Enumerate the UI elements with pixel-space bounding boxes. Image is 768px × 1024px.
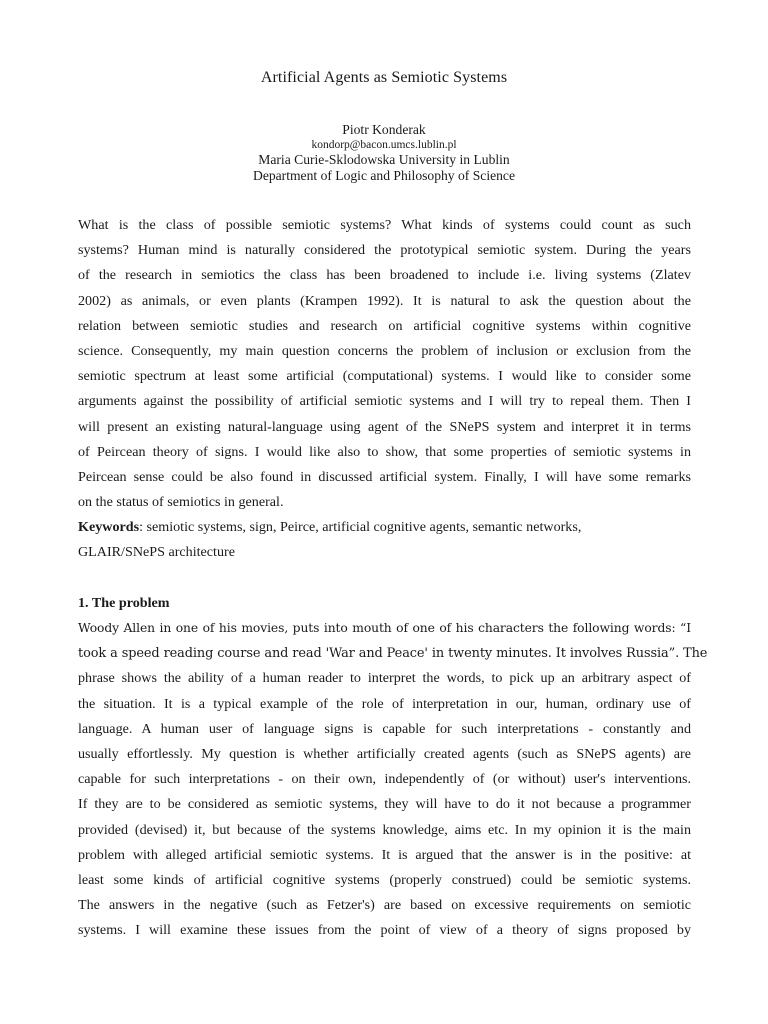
section-line: phrase shows the ability of a human reader to interpret the words, to pick up an arbitrary aspect of [78,670,691,687]
section-line: least some kinds of artificial cognitive systems (properly construed) could be semiotic systems. [78,871,691,888]
abstract-line: arguments against the possibility of artificial semiotic systems and I will try to repeal them. Then I [78,393,691,410]
abstract-line: science. Consequently, my main question concerns the problem of inclusion or exclusion from the [78,342,691,359]
author-affiliation: Maria Curie-Sklodowska University in Lublin [258,152,510,167]
author-name: Piotr Konderak [342,122,426,137]
author-department: Department of Logic and Philosophy of Science [253,168,515,183]
author-block [0,122,768,184]
abstract-line: on the status of semiotics in general. [78,494,284,511]
keywords-list: : semiotic systems, sign, Peirce, artificial cognitive agents, semantic networks, [139,519,582,536]
abstract-line: of the research in semiotics the class has been broadened to include i.e. living systems (Zlatev [78,267,691,284]
section-heading: 1. The problem [78,594,170,611]
section-line: the situation. It is a typical example of the role of interpretation in our, human, ordinary use of [78,695,691,712]
section-line: problem with alleged artificial semiotic systems. It is argued that the answer is in the positive: at [78,846,691,863]
abstract-line: of Peircean theory of signs. I would like also to show, that some properties of semiotic systems in [78,443,691,460]
spacer [78,566,691,591]
section-line [78,641,708,666]
section-line: provided (devised) it, but because of the systems knowledge, aims etc. In my opinion it is the main [78,821,691,838]
keywords-label: Keywords [78,519,140,536]
keywords-line [78,515,691,540]
section-line: If they are to be considered as semiotic systems, they will have to do it not because a programmer [78,796,691,813]
section-line: usually effortlessly. My question is whether artificially created agents (such as SNePS agents) are [78,745,691,762]
quote-text: took a speed reading course and read 'War and Peace' in twenty minutes. It involves Russia”. The [78,646,708,662]
abstract-line: semiotic spectrum at least some artificial (computational) systems. I would like to consider some [78,368,691,385]
keywords-line-2: GLAIR/SNePS architecture [78,544,235,561]
abstract-line: What is the class of possible semiotic systems? What kinds of systems could count as such [78,217,691,233]
abstract-line: 2002) as animals, or even plants (Krampen 1992). It is natural to ask the question about the [78,292,691,309]
section-line: Woody Allen in one of his movies, puts into mouth of one of his characters the following words: “I [78,621,691,635]
section-line: systems. I will examine these issues from the point of view of a theory of signs proposed by [78,922,691,939]
body-text [78,213,708,943]
section-line: language. A human user of language signs is capable for such interpretations - constantly and [78,720,691,737]
section-line: capable for such interpretations - on their own, independently of (or without) user's interventions. [78,771,691,788]
author-email: kondorp@bacon.umcs.lublin.pl [311,139,457,151]
abstract-line: systems? Human mind is naturally considered the prototypical semiotic system. During the years [78,242,691,259]
abstract-line: relation between semiotic studies and research on artificial cognitive systems within cognitive [78,317,691,334]
abstract-line: Peircean sense could be also found in discussed artificial system. Finally, I will have some remarks [78,468,691,485]
abstract-line: will present an existing natural-language using agent of the SNePS system and interpret it in terms [78,418,691,435]
paper-title: Artificial Agents as Semiotic Systems [260,69,508,86]
section-line: The answers in the negative (such as Fetzer's) are based on excessive requirements on semiotic [78,897,691,914]
